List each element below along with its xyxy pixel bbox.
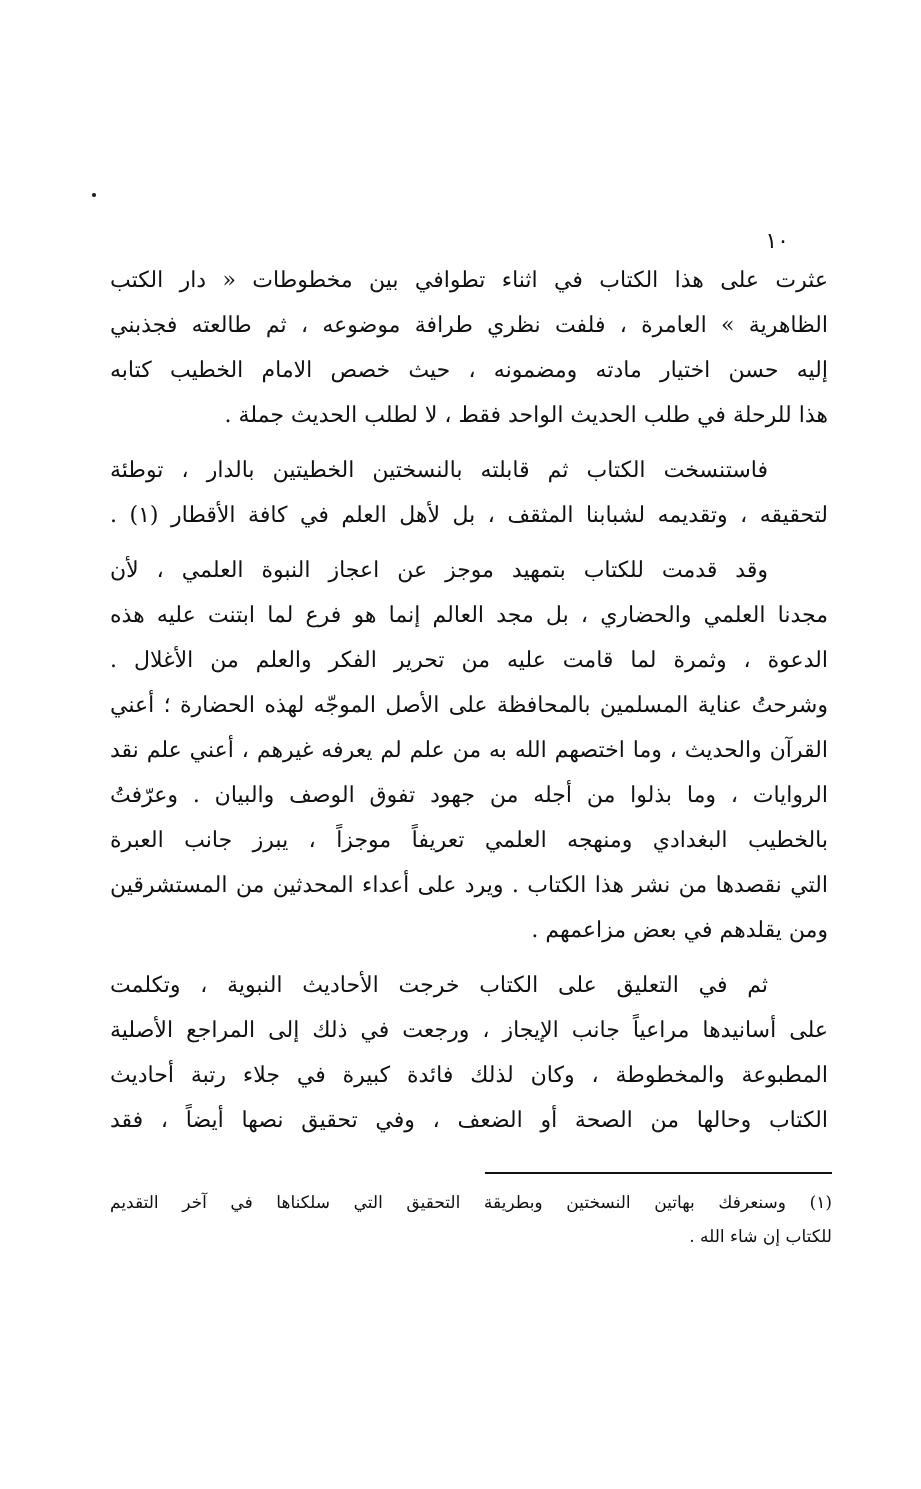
text-line: الظاهرية » العامرة ، فلفت نظري طرافة موضوعه ، ثم طالعته فجذبني — [110, 313, 828, 338]
text-line: المطبوعة والمخطوطة ، وكان لذلك فائدة كبيرة في جلاء رتبة أحاديث — [110, 1063, 828, 1088]
footnote-line: للكتاب إن شاء الله . — [689, 1227, 832, 1247]
text-line: فاستنسخت الكتاب ثم قابلته بالنسختين الخطيتين بالدار ، توطئة — [110, 458, 768, 483]
text-line: ومن يقلدهم في بعض مزاعمهم . — [531, 918, 828, 943]
text-line: الكتاب وحالها من الصحة أو الضعف ، وفي تحقيق نصها أيضاً ، فقد — [110, 1108, 828, 1133]
text-line: الروايات ، وما بذلوا من أجله من جهود تفوق الوصف والبيان . وعرّفتُ — [110, 783, 828, 808]
print-speck — [92, 193, 96, 197]
text-line: على أسانيدها مراعياً جانب الإيجاز ، ورجعت في ذلك إلى المراجع الأصلية — [110, 1018, 828, 1043]
text-line: هذا للرحلة في طلب الحديث الواحد فقط ، لا لطلب الحديث جملة . — [224, 403, 828, 428]
text-line: مجدنا العلمي والحضاري ، بل مجد العالم إنما هو فرع لما ابتنت عليه هذه — [110, 603, 828, 628]
text-line: وشرحتُ عناية المسلمين بالمحافظة على الأصل الموجّه لهذه الحضارة ؛ أعني — [110, 693, 828, 718]
page-number: ١٠ — [765, 229, 789, 254]
text-line: الدعوة ، وثمرة لما قامت عليه من تحرير الفكر والعلم من الأغلال . — [110, 648, 828, 673]
text-line: القرآن والحديث ، وما اختصهم الله به من علم لم يعرفه غيرهم ، أعني علم نقد — [110, 738, 828, 763]
text-line: لتحقيقه ، وتقديمه لشبابنا المثقف ، بل لأهل العلم في كافة الأقطار (١) . — [110, 503, 828, 528]
footnote-separator — [485, 1172, 832, 1174]
text-line: التي نقصدها من نشر هذا الكتاب . ويرد على أعداء المحدثين من المستشرقين — [110, 873, 828, 898]
footnote-line: (١) وسنعرفك بهاتين النسختين وبطريقة التحقيق التي سلكناها في آخر التقديم — [110, 1193, 832, 1213]
footnote — [110, 1186, 832, 1254]
text-line: ثم في التعليق على الكتاب خرجت الأحاديث النبوية ، وتكلمت — [110, 973, 768, 998]
body-text — [110, 258, 828, 1143]
text-line: إليه حسن اختيار مادته ومضمونه ، حيث خصص الامام الخطيب كتابه — [110, 358, 828, 383]
text-line: عثرت على هذا الكتاب في اثناء تطوافي بين مخطوطات « دار الكتب — [110, 268, 828, 293]
text-line: بالخطيب البغدادي ومنهجه العلمي تعريفاً موجزاً ، يبرز جانب العبرة — [110, 828, 828, 853]
text-line: وقد قدمت للكتاب بتمهيد موجز عن اعجاز النبوة العلمي ، لأن — [110, 558, 768, 583]
